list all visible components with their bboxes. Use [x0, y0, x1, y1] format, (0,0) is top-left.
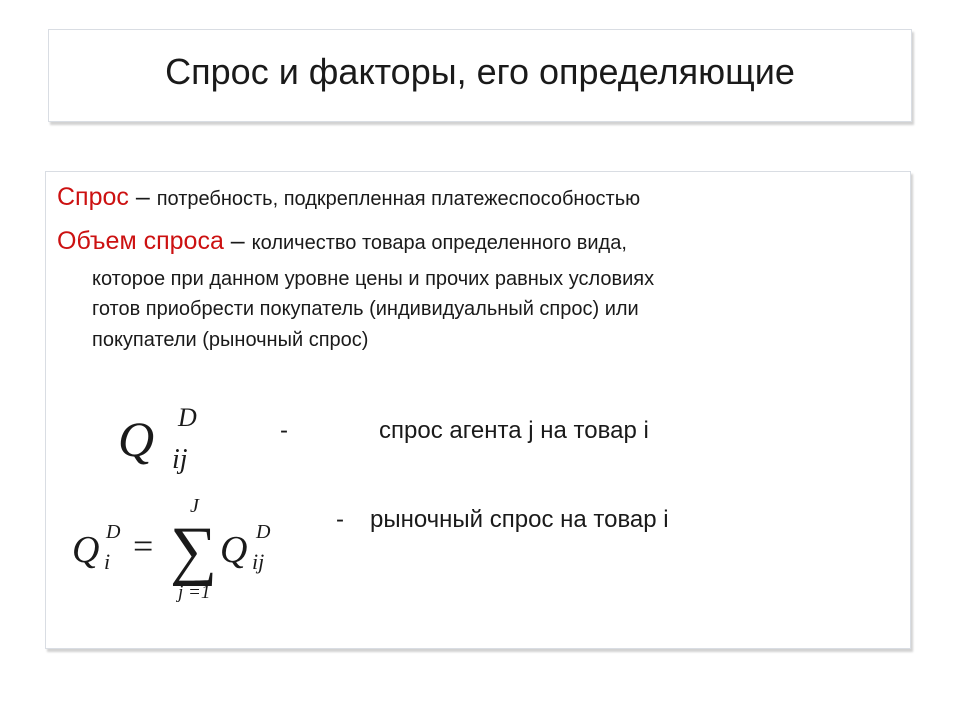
- formula-lhs-subscript: i: [104, 549, 111, 574]
- market-demand-formula: [68, 492, 328, 607]
- market-formula-description: рыночный спрос на товар i: [370, 506, 669, 533]
- individual-formula-description: спрос агента j на товар i: [379, 417, 649, 444]
- formula-sum-upper: J: [190, 495, 199, 517]
- title-panel: [48, 29, 912, 122]
- volume-definition-line: которое при данном уровне цены и прочих равных условиях: [92, 268, 655, 290]
- formula-symbol: Q: [118, 411, 155, 467]
- volume-definition-line: готов приобрести покупатель (индивидуальный спрос) или: [92, 298, 639, 320]
- formula-lhs-superscript: D: [106, 521, 121, 543]
- volume-definition-line: покупатели (рыночный спрос): [92, 329, 369, 351]
- demand-dash: –: [128, 183, 157, 211]
- formula-sum-lower: j =1: [178, 582, 211, 603]
- formula-sum-sign: ∑: [170, 514, 218, 587]
- volume-definition-line: количество товара определенного вида,: [251, 232, 627, 254]
- formula-equals: =: [133, 526, 154, 566]
- individual-formula-dash: -: [280, 417, 288, 444]
- slide-title: Спрос и факторы, его определяющие: [165, 51, 795, 92]
- volume-dash: –: [223, 227, 252, 255]
- content-panel: [45, 171, 911, 649]
- demand-definition: [57, 183, 887, 212]
- formula-subscript: ij: [172, 444, 188, 475]
- market-formula-dash: -: [336, 506, 344, 533]
- demand-definition-text: потребность, подкрепленная платежеспособностью: [156, 188, 641, 210]
- demand-term: Спрос: [57, 183, 129, 211]
- individual-demand-formula: [116, 400, 236, 480]
- volume-term: Объем спроса: [57, 227, 224, 255]
- formula-rhs-superscript: D: [256, 521, 271, 543]
- formula-rhs-subscript: ij: [252, 549, 265, 574]
- formula-rhs-symbol: Q: [220, 529, 248, 571]
- formula-lhs-symbol: Q: [72, 529, 100, 571]
- volume-definition: [57, 227, 887, 256]
- formula-superscript: D: [178, 403, 197, 432]
